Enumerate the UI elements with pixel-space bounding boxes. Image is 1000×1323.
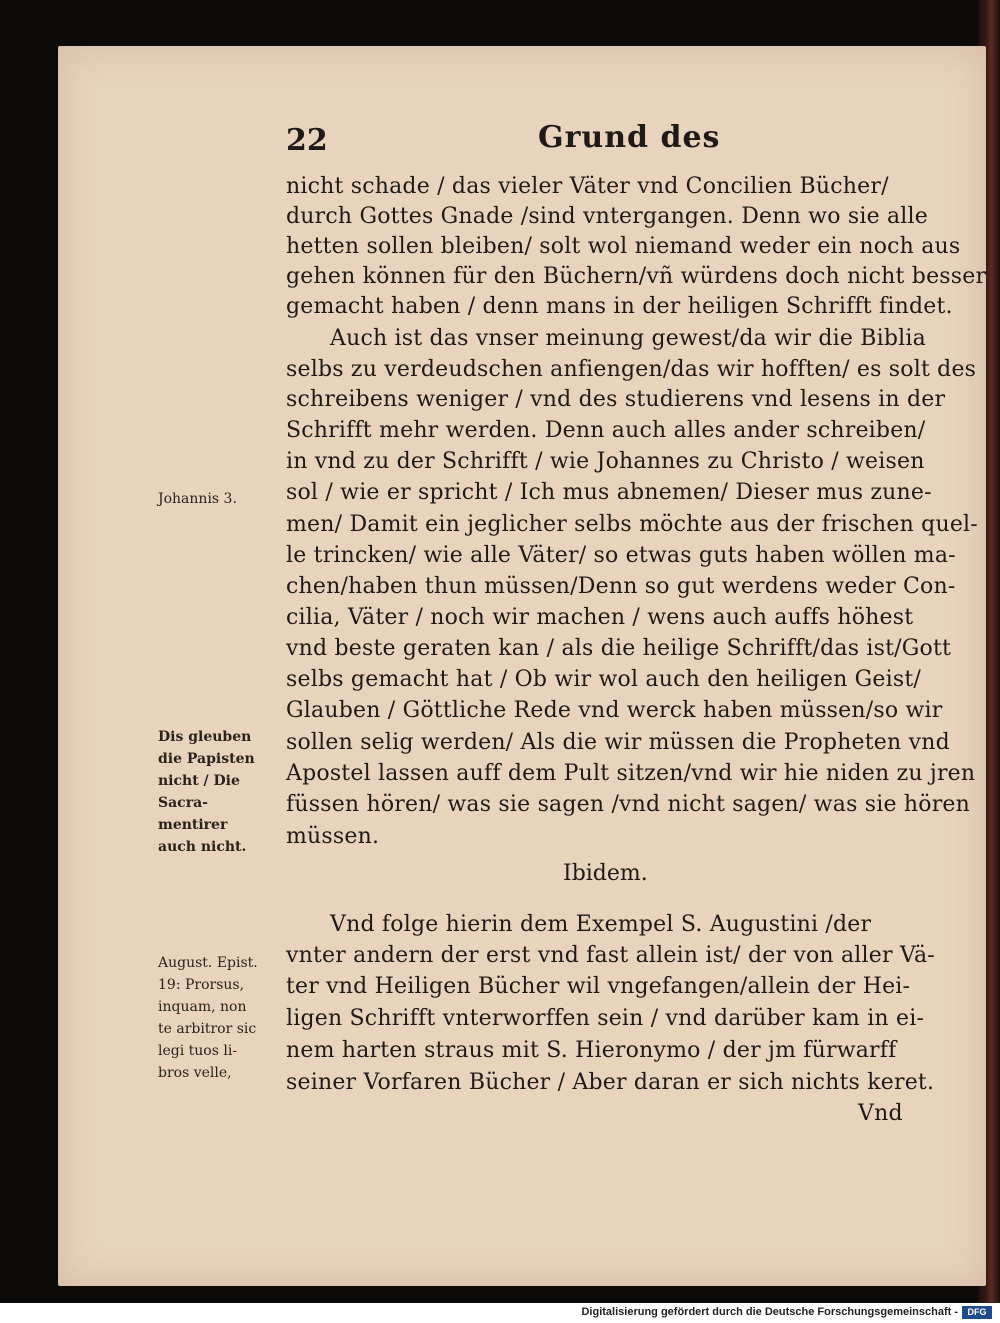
body-line: nicht schade / das vieler Väter vnd Concilien Bücher/ — [286, 174, 889, 199]
margin-note-papisten — [158, 726, 255, 858]
body-line: le trincken/ wie alle Väter/ so etwas guts haben wöllen ma- — [286, 543, 956, 568]
body-line: vnter andern der erst vnd fast allein ist/ der von aller Vä- — [286, 943, 935, 968]
body-line: seiner Vorfaren Bücher / Aber daran er sich nichts keret. — [286, 1070, 935, 1095]
body-line: schreibens weniger / vnd des studierens vnd lesens in der — [286, 387, 946, 412]
section-heading: Ibidem. — [563, 861, 648, 886]
body-line: Glauben / Göttliche Rede vnd werck haben müssen/so wir — [286, 698, 943, 723]
body-line: sol / wie er spricht / Ich mus abnemen/ Dieser mus zune- — [286, 480, 932, 505]
margin-note-line: inquam, non — [158, 999, 247, 1015]
body-line: füssen hören/ was sie sagen /vnd nicht sagen/ was sie hören — [286, 792, 971, 817]
margin-note-line: legi tuos li- — [158, 1043, 238, 1059]
body-line: cilia, Väter / noch wir machen / wens auch auffs höhest — [286, 605, 914, 630]
catchword: Vnd — [858, 1101, 903, 1126]
dfg-logo: DFG — [962, 1306, 992, 1319]
body-line: Schrifft mehr werden. Denn auch alles ander schreiben/ — [286, 418, 926, 443]
body-line: hetten sollen bleiben/ solt wol niemand weder ein noch aus — [286, 234, 961, 259]
body-line: sollen selig werden/ Als die wir müssen die Propheten vnd — [286, 730, 950, 755]
body-line: vnd beste geraten kan / als die heilige Schrifft/das ist/Gott — [286, 636, 952, 661]
body-line: ter vnd Heiligen Bücher wil vngefangen/allein der Hei- — [286, 974, 911, 999]
margin-note-line: bros velle, — [158, 1065, 232, 1081]
body-line: müssen. — [286, 824, 380, 849]
margin-note-line: Dis gleuben — [158, 729, 252, 745]
margin-note-line: Sacra- — [158, 795, 208, 811]
body-line: selbs zu verdeudschen anfiengen/das wir hofften/ es solt des — [286, 357, 977, 382]
margin-note-line: mentirer — [158, 817, 228, 833]
margin-note-august — [158, 952, 258, 1084]
margin-note-line: die Papisten — [158, 751, 255, 767]
book-page — [58, 46, 986, 1286]
running-head: Grund des — [538, 120, 721, 155]
body-line: gehen können für den Büchern/vñ würdens doch nicht besser — [286, 264, 987, 289]
body-line: ligen Schrifft vnterworffen sein / vnd darüber kam in ei- — [286, 1006, 925, 1031]
margin-note-line: August. Epist. — [158, 955, 258, 971]
body-line: nem harten straus mit S. Hieronymo / der jm fürwarff — [286, 1038, 897, 1063]
body-line: Auch ist das vnser meinung gewest/da wir die Biblia — [330, 326, 926, 351]
body-line: selbs gemacht hat / Ob wir wol auch den heiligen Geist/ — [286, 667, 922, 692]
body-line: Vnd folge hierin dem Exempel S. Augustini /der — [330, 912, 872, 937]
body-line: gemacht haben / denn mans in der heiligen Schrifft findet. — [286, 294, 953, 319]
footer-credit: Digitalisierung gefördert durch die Deutsche Forschungsgemeinschaft - — [581, 1306, 958, 1318]
page-number: 22 — [286, 123, 328, 158]
body-line: chen/haben thun müssen/Denn so gut werdens weder Con- — [286, 574, 956, 599]
body-line: in vnd zu der Schrifft / wie Johannes zu Christo / weisen — [286, 449, 925, 474]
footer-bar — [0, 1303, 1000, 1323]
margin-note-johannis: Johannis 3. — [158, 491, 237, 507]
margin-note-line: 19: Prorsus, — [158, 977, 245, 993]
body-line: durch Gottes Gnade /sind vntergangen. Denn wo sie alle — [286, 204, 928, 229]
margin-note-line: te arbitror sic — [158, 1021, 257, 1037]
margin-note-line: nicht / Die — [158, 773, 240, 789]
margin-note-line: auch nicht. — [158, 839, 247, 855]
body-line: Apostel lassen auff dem Pult sitzen/vnd wir hie niden zu jren — [286, 761, 976, 786]
body-line: men/ Damit ein jeglicher selbs möchte aus der frischen quel- — [286, 512, 978, 537]
